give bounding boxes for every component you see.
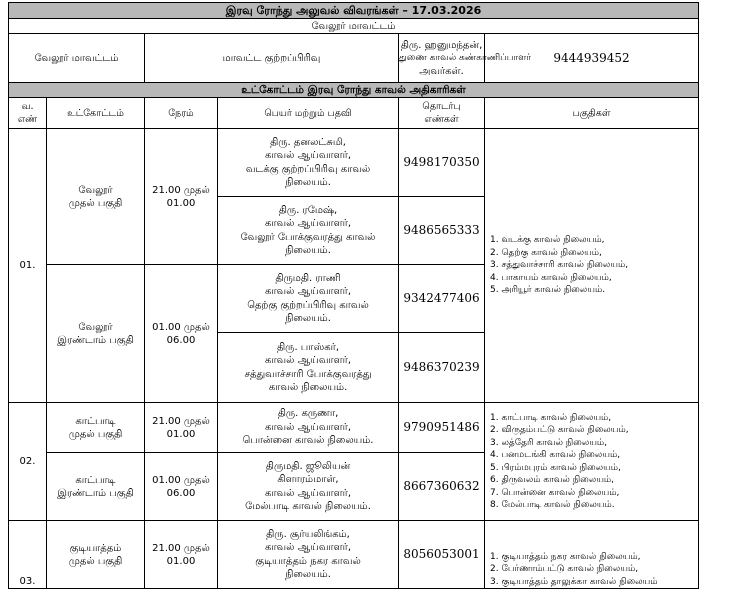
- officer-cell: திருமதி. ஜூலியன் கிளாரம்மாள், காவல் ஆய்வாளர், மேல்பாடி காவல் நிலையம்.: [218, 453, 399, 521]
- info-district: வேலூர் மாவட்டம்: [9, 34, 145, 83]
- info-officer-line: அவர்கள்.: [419, 65, 464, 77]
- time-cell: 01.00 முதல் 06.00: [145, 265, 218, 403]
- phone-cell: 8056053001: [399, 521, 485, 589]
- time-cell: 01.00 முதல் 06.00: [145, 453, 218, 521]
- officer-cell: திரு. பாஸ்கர், காவல் ஆய்வாளர், சத்துவாச்சாரி போக்குவரத்து காவல் நிலையம்.: [218, 333, 399, 403]
- district-info-row: [9, 34, 699, 83]
- phone-cell: 8667360632: [399, 453, 485, 521]
- night-patrol-table: [8, 2, 699, 589]
- col-name: பெயர் மற்றும் பதவி: [218, 98, 399, 129]
- row-sno: [9, 521, 47, 589]
- info-phone: 9444939452: [485, 34, 699, 83]
- col-time: நேரம்: [145, 98, 218, 129]
- info-officer-line: திரு. ஹனுமந்தன்,: [400, 39, 483, 51]
- phone-cell: 9498170350: [399, 129, 485, 197]
- areas-cell: 1. குடியாத்தம் நகர காவல் நிலையம், 2. பேர்ணாம்பட்டு காவல் நிலையம், 3. குடியாத்தம் தாலுக்கா காவல் நிலையம்: [485, 521, 699, 589]
- areas-cell: 1. காட்பாடி காவல் நிலையம், 2. விருதம்பட்டு காவல் நிலையம், 3. லத்தேரி காவல் நிலையம், 4. பனமடங்கி காவல் நிலையம், 5. பிரம்மபுரம் காவல் நிலையம், 6. திருவலம் காவல் நிலையம், 7. பொன்னை காவல் நிலையம், 8. மேல்பாடி காவல் நிலையம்.: [485, 403, 699, 521]
- time-cell: 21.00 முதல் 01.00: [145, 403, 218, 453]
- page-title: இரவு ரோந்து அலுவல் விவரங்கள் – 17.03.2026: [9, 3, 699, 19]
- officer-cell: திரு. கருணா, காவல் ஆய்வாளர், பொன்னை காவல் நிலையம்.: [218, 403, 399, 453]
- areas-cell: 1. வடக்கு காவல் நிலையம், 2. தெற்கு காவல் நிலையம், 3. சத்துவாச்சாரி காவல் நிலையம், 4. பாகாயம் காவல் நிலையம், 5. அரியூர் காவல் நிலையம்.: [485, 129, 699, 403]
- district-header: வேலூர் மாவட்டம்: [9, 19, 699, 34]
- subdivision-cell: வேலூர் இரண்டாம் பகுதி: [47, 265, 145, 403]
- subdivision-cell: காட்பாடி இரண்டாம் பகுதி: [47, 453, 145, 521]
- time-cell: 21.00 முதல் 01.00: [145, 129, 218, 265]
- phone-cell: 9486565333: [399, 197, 485, 265]
- phone-cell: 9790951486: [399, 403, 485, 453]
- table-row: [9, 129, 699, 197]
- table-row: [9, 521, 699, 589]
- time-cell: 21.00 முதல் 01.00: [145, 521, 218, 589]
- row-sno-label: 03.: [19, 576, 36, 587]
- officer-cell: திரு. சூர்யலிங்கம், காவல் ஆய்வாளர், குடியாத்தம் நகர காவல் நிலையம்.: [218, 521, 399, 589]
- subdivision-cell: காட்பாடி முதல் பகுதி: [47, 403, 145, 453]
- row-sno: 01.: [9, 129, 47, 403]
- col-subdivision: உட்கோட்டம்: [47, 98, 145, 129]
- info-officer-line: துணை காவல் கண்காணிப்பாளர்: [399, 52, 532, 63]
- subdivision-cell: குடியாத்தம் முதல் பகுதி: [47, 521, 145, 589]
- phone-cell: 9342477406: [399, 265, 485, 333]
- column-header-row: [9, 98, 699, 129]
- subdivision-cell: வேலூர் முதல் பகுதி: [47, 129, 145, 265]
- info-unit: மாவட்ட குற்றப்பிரிவு: [145, 34, 399, 83]
- table-row: [9, 403, 699, 453]
- col-phone: தொடர்பு எண்கள்: [399, 98, 485, 129]
- officer-cell: திருமதி. ராணி காவல் ஆய்வாளர், தெற்கு குற்றப்பிரிவு காவல் நிலையம்.: [218, 265, 399, 333]
- info-officer: [399, 34, 532, 83]
- col-sno: வ. எண்: [9, 98, 47, 129]
- officer-cell: திரு. தனலட்சுமி, காவல் ஆய்வாளர், வடக்கு குற்றப்பிரிவு காவல் நிலையம்.: [218, 129, 399, 197]
- col-areas: பகுதிகள்: [485, 98, 699, 129]
- officer-cell: திரு. ரமேஷ், காவல் ஆய்வாளர், வேலூர் போக்குவரத்து காவல் நிலையம்.: [218, 197, 399, 265]
- row-sno: 02.: [9, 403, 47, 521]
- section-header: உட்கோட்டம் இரவு ரோந்து காவல் அதிகாரிகள்: [9, 83, 699, 98]
- phone-cell: 9486370239: [399, 333, 485, 403]
